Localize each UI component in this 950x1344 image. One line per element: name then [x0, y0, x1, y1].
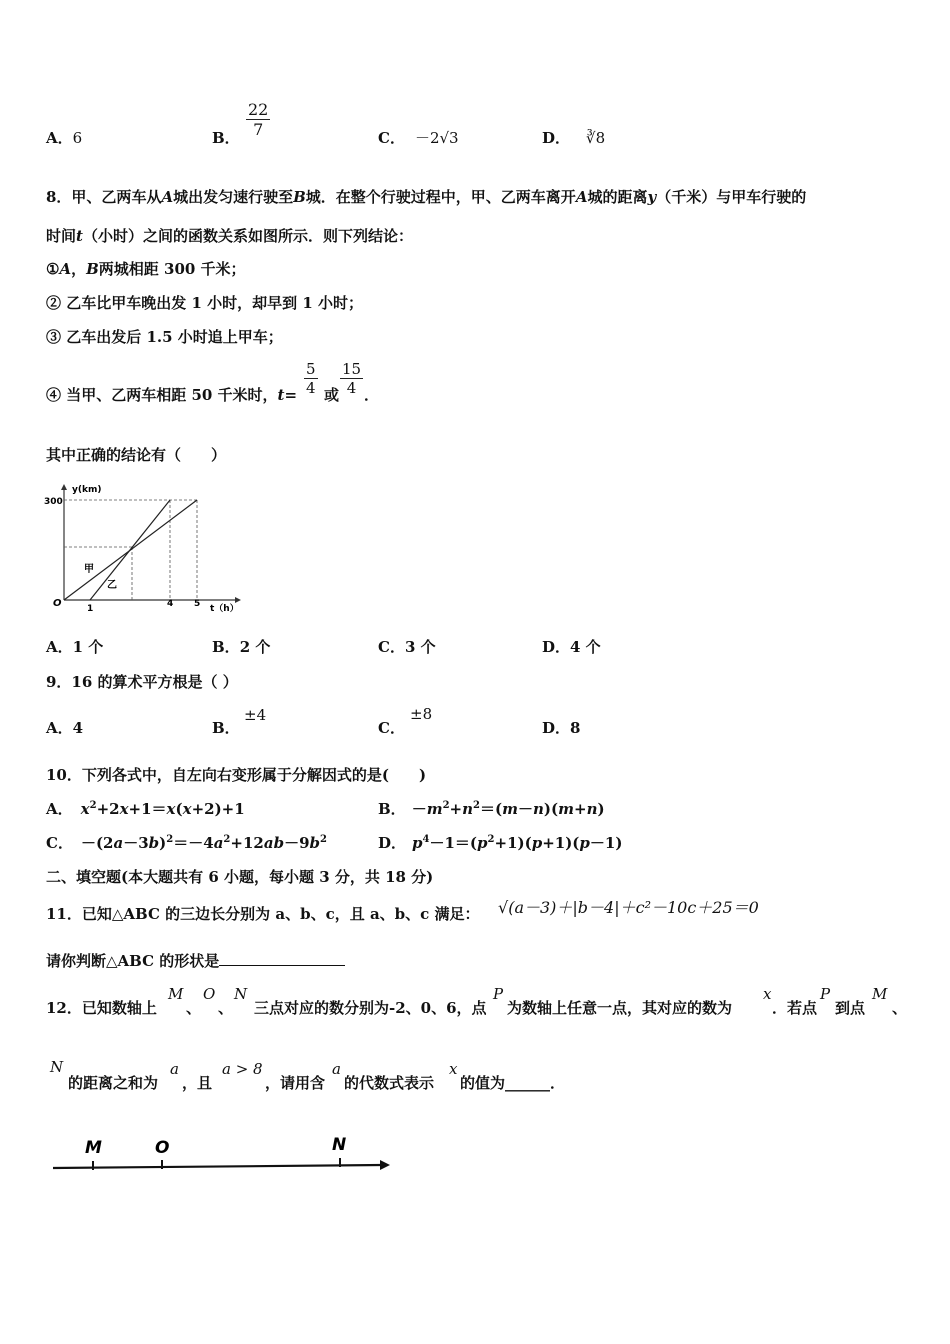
q12-P1: P: [493, 985, 504, 1003]
q11-stem: 11．已知△ABC 的三边长分别为 a、b、c，且 a、b、c 满足：: [46, 905, 480, 923]
q12-sep1: 、: [186, 999, 202, 1017]
y-axis-label: y(km): [72, 485, 102, 495]
q12-t4: ．若点: [772, 999, 818, 1017]
y-tick-300: 300: [44, 497, 63, 507]
q7-option-c: C． －2√3: [378, 129, 459, 147]
x-tick-4: 4: [167, 599, 174, 609]
q8-conclusion-2: ② 乙车比甲车晚出发 1 小时，却早到 1 小时；: [46, 294, 363, 312]
q12-t5: 到点: [835, 999, 866, 1017]
q10-option-c: C． $-(2a-3b)^2=-4a^2+12ab-9b^2$: [46, 834, 327, 852]
q12-t6: 的距离之和为: [68, 1074, 159, 1092]
series-yi-label: 乙: [107, 580, 117, 591]
q12-O: O: [203, 985, 216, 1003]
q12-x1: x: [763, 985, 772, 1003]
q11-ask: 请你判断△ABC 的形状是: [46, 950, 345, 971]
q12-t1: 12．已知数轴上: [46, 999, 157, 1017]
q7-option-b: B．: [212, 129, 240, 147]
number-line-arrow: [380, 1160, 390, 1170]
q8-conclusion-3: ③ 乙车出发后 1.5 小时追上甲车；: [46, 328, 283, 346]
q12-number-line: [48, 1128, 398, 1180]
section-2-heading: 二、填空题(本大题共有 6 小题，每小题 3 分，共 18 分): [46, 868, 434, 886]
q12-sep2: 、: [218, 999, 234, 1017]
line-yi: [90, 500, 170, 600]
q12-t7: ，且: [182, 1074, 213, 1092]
q7-option-b-fraction: $\frac{22}{7}$: [248, 100, 269, 139]
q12-condition: a > 8: [222, 1060, 263, 1078]
q8-stem-line1: 8．甲、乙两车从A城出发匀速行驶至B城．在整个行驶过程中，甲、乙两车离开A城的距离y（千米）与甲车行驶的: [46, 188, 807, 206]
x-axis-label: t（h）: [210, 604, 239, 614]
q8-option-d: D．4 个: [542, 638, 601, 656]
q12-a1: a: [170, 1060, 179, 1078]
q12-M: M: [168, 985, 184, 1003]
q12-sep3: 、: [892, 999, 908, 1017]
q12-t2: 三点对应的数分别为-2、0、6，点: [254, 999, 487, 1017]
label-M: M: [85, 1138, 102, 1158]
q12-t9: 的代数式表示: [344, 1074, 435, 1092]
q12-t8: ，请用含: [265, 1074, 326, 1092]
q10-option-d: D． $p^4-1=(p^2+1)(p+1)(p-1)$: [378, 834, 623, 852]
q8-option-b: B．2 个: [212, 638, 271, 656]
q9-option-b: B．: [212, 719, 240, 737]
q8-fraction-5-4: $\frac{5}{4}$: [306, 360, 316, 397]
q9-option-a: A．4: [46, 719, 84, 737]
q8-or: 或: [324, 386, 340, 404]
q12-N2: N: [50, 1058, 64, 1076]
q12-P2: P: [820, 985, 831, 1003]
q8-conclusion-4: ④ 当甲、乙两车相距 50 千米时，t=: [46, 386, 298, 404]
q9-option-d: D．8: [542, 719, 581, 737]
q7-option-a: A．6: [46, 129, 83, 147]
q12-a2: a: [332, 1060, 341, 1078]
q12-t10: 的值为______．: [460, 1074, 566, 1092]
q10-option-b: B． $-m^2+n^2=(m-n)(m+n)$: [378, 800, 605, 818]
q9-option-c-value: ±8: [410, 705, 433, 723]
number-line-axis: [53, 1165, 383, 1168]
q12-N: N: [234, 985, 248, 1003]
q8-stem-line2: 时间t（小时）之间的函数关系如图所示．则下列结论：: [46, 227, 413, 245]
q9-option-b-value: ±4: [244, 706, 267, 724]
x-axis-arrow: [235, 597, 241, 603]
q12-x2: x: [449, 1060, 458, 1078]
q8-fraction-15-4: $\frac{15}{4}$: [342, 360, 362, 397]
q12-t3: 为数轴上任意一点，其对应的数为: [507, 999, 733, 1017]
x-tick-5: 5: [194, 599, 201, 609]
origin-label: O: [53, 598, 62, 609]
q7-option-d: D． ∛8: [542, 129, 606, 147]
q10-stem: 10．下列各式中，自左向右变形属于分解因式的是( ): [46, 766, 427, 784]
label-N: N: [332, 1135, 347, 1155]
q8-period: ．: [364, 386, 380, 404]
q8-distance-time-graph: [40, 480, 245, 615]
label-O: O: [155, 1138, 170, 1158]
q8-option-a: A．1 个: [46, 638, 104, 656]
x-tick-1: 1: [87, 604, 94, 614]
y-axis-arrow: [61, 484, 67, 490]
q12-M2: M: [872, 985, 888, 1003]
q9-option-c: C．: [378, 719, 405, 737]
q10-option-a: A． $x^2+2x+1=x(x+2)+1$: [46, 800, 245, 818]
series-jia-label: 甲: [84, 564, 94, 575]
q11-formula: √(a－3)＋|b－4|＋c²－10c＋25＝0: [498, 898, 759, 917]
q8-question: 其中正确的结论有（ ）: [46, 446, 227, 464]
q8-option-c: C．3 个: [378, 638, 436, 656]
q11-answer-blank[interactable]: [219, 965, 345, 966]
q8-conclusion-1: ①A，B两城相距 300 千米；: [46, 260, 246, 278]
q9-stem: 9．16 的算术平方根是（ ）: [46, 673, 238, 691]
